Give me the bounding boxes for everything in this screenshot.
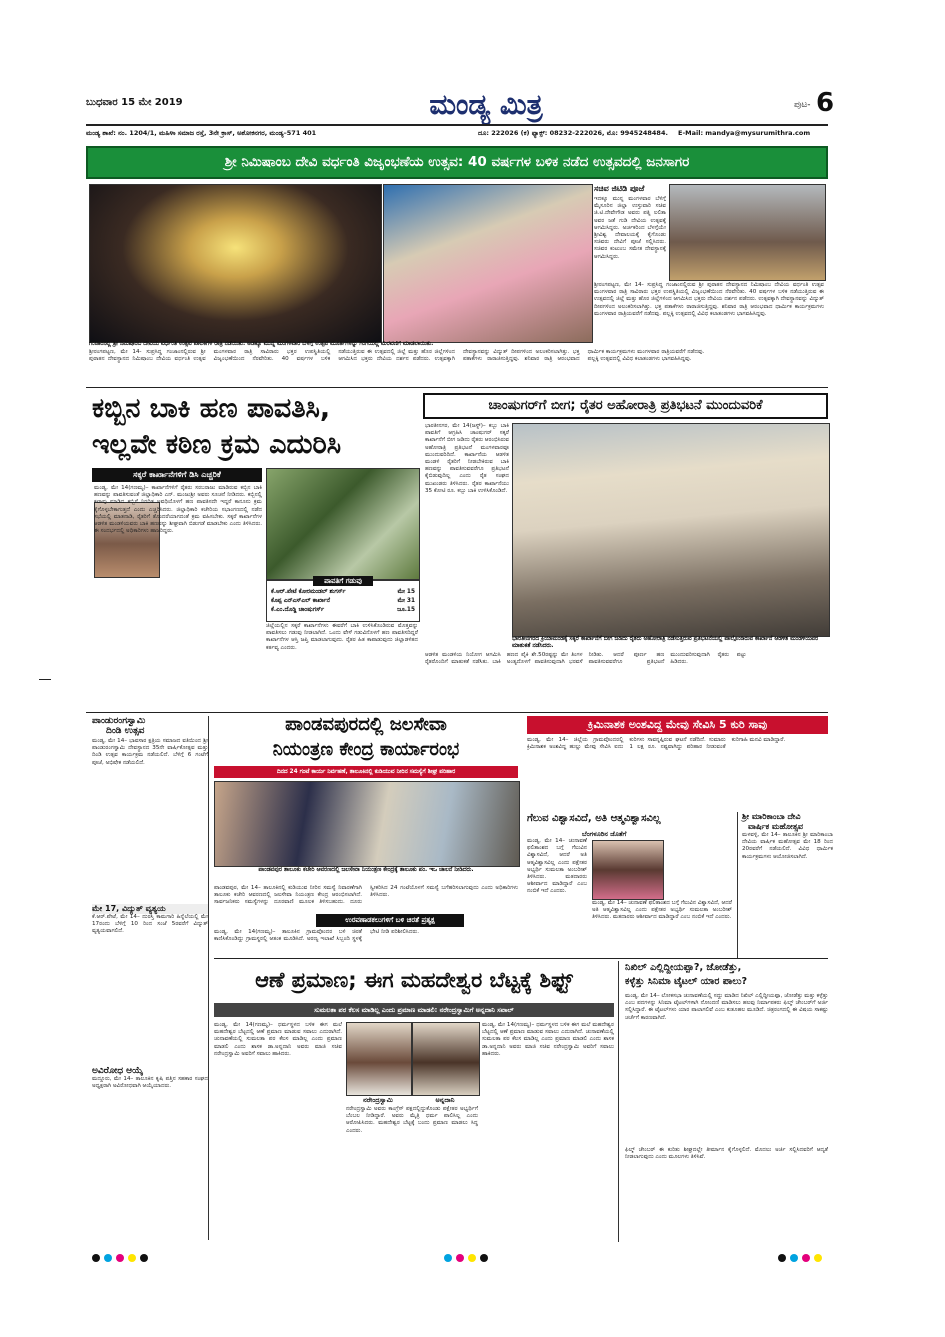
annadani-photo [412,1022,480,1096]
deadline-row-name: ಕೆ.ಆರ್.ಪೇಟೆ ಕೋರಮಂಡಲ್ ಶುಗರ್ಸ್ [271,589,346,595]
masthead-rule [86,124,828,126]
banner-headline-text: ಶ್ರೀ ನಿಮಿಷಾಂಬ ದೇವಿ ವರ್ಧಂತಿ ವಿಜೃಂಭಣೆಯ ಉತ್ಸವ: 40 ವರ್ಷಗಳ ಬಳಿಕ ನಡೆದ ಉತ್ಸವದಲ್ಲಿ ಜನಸಾಗರ [224,154,690,170]
page-number: 6 [816,88,835,118]
narendraswamy-photo [346,1022,412,1096]
pandavapura-headline-2: ನಿಯಂತ್ರಣ ಕೇಂದ್ರ ಕಾರ್ಯಾರಂಭ [272,739,460,760]
banner-sidebar [594,184,826,341]
story1-body-2: ಜಿಲ್ಲೆಯಲ್ಲಿನ ಸಕ್ಕರೆ ಕಾರ್ಖಾನೆಗಳು ಈವರೆಗೆ ಬಾಕಿ ಉಳಿಸಿಕೊಂಡಿರುವ ಮೊತ್ತವನ್ನು ಪಾವತಿಸಲು ಗಡುವು ನೀಡಲಾಗಿದೆ. ಒಂದು ವೇಳೆ ಗಡುವಿನೊಳಗೆ ಹಣ ಪಾವತಿಸದಿದ್ದರೆ ಕಾರ್ಖಾನೆಗಳ ಆಸ್ತಿ ಜಪ್ತಿ ಮಾಡಲಾಗುವುದು. ರೈತರ ಹಿತ ಕಾಪಾಡುವುದು ಜಿಲ್ಲಾಡಳಿತದ ಕರ್ತವ್ಯ ಎಂದರು. [266,623,418,651]
confidence-headline: ಗೆಲುವ ವಿಶ್ವಾಸವಿದೆ, ಅತಿ ಆತ್ಮವಿಶ್ವಾಸವಿಲ್ಲ [527,813,661,824]
story1-headline-2: ಇಲ್ಲವೇ ಕಠಿಣ ಕ್ರಮ ಎದುರಿಸಿ [92,429,342,460]
marikamba-body: ಮಳವಳ್ಳಿ, ಮೇ 14– ತಾಲೂಕಿನ ಶ್ರೀ ಮಾರಿಕಾಂಬಾ ದೇವಿಯ ವಾರ್ಷಿಕ ಮಹೋತ್ಸವ ಮೇ 18 ರಿಂದ 20ರವರೆಗೆ ನಡೆಯಲಿದೆ. ವಿವಿಧ ಧಾರ್ಮಿಕ ಕಾರ್ಯಕ್ರಮಗಳು ಆಯೋಜಿಸಲಾಗಿದೆ. [742,832,833,860]
pandavapura-subhead: ದಿನದ 24 ಗಂಟೆ ಕಾರ್ಯ ನಿರ್ವಹಣೆ, ತಾಲೂಕಿನಲ್ಲಿ ಕುಡಿಯುವ ನೀರಿನ ಸಮಸ್ಯೆಗೆ ಶೀಘ್ರ ಪರಿಹಾರ [214,766,518,778]
nikhil-box [618,961,828,1242]
pandavapura-body: ಪಾಂಡವಪುರ, ಮೇ 14– ತಾಲೂಕಿನಲ್ಲಿ ಕುಡಿಯುವ ನೀರಿನ ಸಮಸ್ಯೆ ನಿವಾರಣೆಗಾಗಿ ತಾಲೂಕು ಕಚೇರಿ ಆವರಣದಲ್ಲಿ ಜಲಸೇವಾ ನಿಯಂತ್ರಣ ಕೇಂದ್ರ ಆರಂಭಿಸಲಾಗಿದೆ. ಸಾರ್ವಜನಿಕರು ಸಮಸ್ಯೆಗಳನ್ನು ದೂರವಾಣಿ ಮೂಲಕ ತಿಳಿಸಬಹುದು. ದೂರು ಸ್ವೀಕರಿಸಿದ 24 ಗಂಟೆಯೊಳಗೆ ಸಮಸ್ಯೆ ಬಗೆಹರಿಸಲಾಗುವುದು ಎಂದು ಅಧಿಕಾರಿಗಳು ತಿಳಿಸಿದರು. [214,885,518,906]
story1-subhead: ಸಕ್ಕರೆ ಕಾರ್ಖಾನೆಗಳಿಗೆ ಡಿಸಿ ಎಚ್ಚರಿಕೆ [92,468,262,482]
nikhil-headline-1: ನಿಖಿಲ್ ಎಲ್ಲಿದ್ದೀಯಪ್ಪಾ?, ಜೋಡೆತ್ತು, [625,962,742,973]
deadline-row-date: ಜೂ.15 [397,607,415,613]
deadline-row [267,597,419,606]
banner-photo-chariot [89,184,382,343]
confidence-body-2: ಮಂಡ್ಯ, ಮೇ 14– ಚುನಾವಣೆ ಫಲಿತಾಂಶದ ಬಗ್ಗೆ ಗೆಲುವಿನ ವಿಶ್ವಾಸವಿದೆ, ಆದರೆ ಅತಿ ಆತ್ಮವಿಶ್ವಾಸವಿಲ್ಲ ಎಂದು ಪಕ್ಷೇತರ ಅಭ್ಯರ್ಥಿ ಸುಮಲತಾ ಅಂಬರೀಶ್ ತಿಳಿಸಿದರು. ಮತದಾರರು ಆಶೀರ್ವಾದ ಮಾಡಿದ್ದಾರೆ ಎಂಬ ನಂಬಿಕೆ ಇದೆ ಎಂದರು. [592,900,732,921]
oath-headline: ಆಣೆ ಪ್ರಮಾಣ; ಈಗ ಮಹದೇಶ್ವರ ಬೆಟ್ಟಕ್ಕೆ ಶಿಫ್ಟ್ [255,968,573,992]
section-divider-3 [214,958,828,959]
registration-marks-right [778,1247,826,1266]
confidence-quote-label: ಬೆಂಗಳೂರಿನ ಜೊತೆಗೆ [582,830,627,838]
caption-narendraswamy: ನರೇಂದ್ರಸ್ವಾಮಿ [363,1096,393,1104]
marikamba-title-2: ವಾರ್ಷಿಕ ಮಹೋತ್ಸವ [748,822,803,831]
registration-marks-center [444,1247,492,1266]
story2-body: ಭಾರತೀನಗರ, ಮೇ 14(ಜಸ್ಟ್)– ಕಬ್ಬು ಬಾಕಿ ಪಾವತಿಗೆ ಆಗ್ರಹಿಸಿ ಚಾಂಷುಗರ್ ಸಕ್ಕರೆ ಕಾರ್ಖಾನೆಗೆ ಬೀಗ ಜಡಿದು ರೈತರು ಆರಂಭಿಸಿರುವ ಅಹೋರಾತ್ರಿ ಪ್ರತಿಭಟನೆ ಮಂಗಳವಾರವೂ ಮುಂದುವರಿದಿದೆ. ಕಾರ್ಖಾನೆಯ ಆಡಳಿತ ಮಂಡಳಿ ರೈತರಿಗೆ ನೀಡಬೇಕಿರುವ ಬಾಕಿ ಹಣವನ್ನು ಪಾವತಿಸುವವರೆಗೂ ಪ್ರತಿಭಟನೆ ಕೈಬಿಡುವುದಿಲ್ಲ ಎಂದು ರೈತ ಸಂಘದ ಮುಖಂಡರು ತಿಳಿಸಿದರು. ರೈತರ ಕಾರ್ಖಾನೆಯು 35 ಕೋಟಿ ರೂ. ಕಬ್ಬು ಬಾಕಿ ಉಳಿಸಿಕೊಂಡಿದೆ. [425,423,509,494]
pandurangaswamy-body: ಮಂಡ್ಯ, ಮೇ 14– ಭಾವಸಾರ ಕ್ಷತ್ರಿಯ ಸಮಾಜದ ವತಿಯಿಂದ ಶ್ರೀ ಪಾಂಡುರಂಗಸ್ವಾಮಿ ದೇವಸ್ಥಾನದ 35ನೇ ವಾರ್ಷಿಕೋತ್ಸವ ಮತ್ತು ದಿಂಡಿ ಉತ್ಸವ ಕಾರ್ಯಕ್ರಮ ನಡೆಯಲಿದೆ. ಬೆಳಿಗ್ಗೆ 6 ಗಂಟೆಗೆ ಪೂಜೆ, ಅಭಿಷೇಕ ನಡೆಯಲಿದೆ. [92,738,208,766]
oath-subhead: ಸುಮಲತಾ ಪರ ಕೆಲಸ ಮಾಡಿಲ್ಲ ಎಂದು ಪ್ರಮಾಣ ಮಾಡಲಿ: ನರೇಂದ್ರಸ್ವಾಮಿಗೆ ಅನ್ನದಾನಿ ಸವಾಲ್ [214,1003,614,1017]
deadline-row [267,606,419,615]
pandavapura-photo [214,781,520,867]
deadline-box [266,577,420,622]
banner-body: ಶ್ರೀರಂಗಪಟ್ಟಣ, ಮೇ 14- ಸುಪ್ರಸಿದ್ಧ ಗಂಜಾಂನಲ್ಲಿರುವ ಶ್ರೀ ಪುರಾತನ ದೇವಸ್ಥಾನದ ನಿಮಿಷಾಂಬ ದೇವಿಯ ವರ್ಧಂತಿ ಉತ್ಸವ ಮಂಗಳವಾರ ರಾತ್ರಿ ಸಾವಿರಾರು ಭಕ್ತರ ಉಪಸ್ಥಿತಿಯಲ್ಲಿ ವಿಜೃಂಭಣೆಯಿಂದ ನೆರವೇರಿತು. 40 ವರ್ಷಗಳ ಬಳಿಕ ನಡೆಯುತ್ತಿರುವ ಈ ಉತ್ಸವದಲ್ಲಿ ಜಿಲ್ಲೆ ಮತ್ತು ಹೊರ ಜಿಲ್ಲೆಗಳಿಂದ ಆಗಮಿಸಿದ ಭಕ್ತರು ದೇವಿಯ ದರ್ಶನ ಪಡೆದರು. ಉತ್ಸವಕ್ಕಾಗಿ ದೇವಸ್ಥಾನವನ್ನು ವಿದ್ಯುತ್ ದೀಪಗಳಿಂದ ಅಲಂಕರಿಸಲಾಗಿತ್ತು. ಭಕ್ತ ಪತಾಕೆಗಳು ರಾರಾಜಿಸುತ್ತಿದ್ದವು. ಶನಿವಾರ ರಾತ್ರಿ ಆರಂಭವಾದ ಧಾರ್ಮಿಕ ಕಾರ್ಯಕ್ರಮಗಳು ಮಂಗಳವಾರ ರಾತ್ರಿಯವರೆಗೆ ನಡೆದವು. ಪಲ್ಲಕ್ಕಿ ಉತ್ಸವದಲ್ಲಿ ವಿವಿಧ ಕಲಾತಂಡಗಳು ಭಾಗವಹಿಸಿದ್ದವು. [89,349,705,363]
story2-caption: ಭಾರತೀನಗರದ ಕ್ರಿಯಾಮಂಡಕ್ಕೆ ಸಕ್ಕರೆ ಕಾರ್ಖಾನೆಗೆ ಬೀಗ ಜಡಿದು ರೈತರು ಅಹೋರಾತ್ರಿ ನಡೆಸುತ್ತಿರುವ ಪ್ರತಿಭಟನೆಯಲ್ಲಿ ಪಾಲ್ಗೊಂಡಿರುವ ಕಾರ್ಖಾನೆ ಆಡಳಿತ ಮಂಡಳಿಯವರ ಮಾತುಕತೆ ನಡೆಸಿದರು. [512,636,819,649]
masthead-email: E-Mail: mandya@mysurumithra.com [678,129,811,137]
pandavapura-caption: ಪಾಂಡವಪುರ ತಾಲೂಕು ಕಚೇರಿ ಆವರಣದಲ್ಲಿ ಜಲಸೇವಾ ನಿಯಂತ್ರಣ ಕೇಂದ್ರಕ್ಕೆ ತಾಲೂಕು ಪಂ. ಇಒ ಚಾಲನೆ ನೀಡಿದರು. [258,867,474,873]
masthead-address: ಮಂಡ್ಯ ಶಾಖೆ: ನಂ. 1204/1, ಮಹಿಳಾ ಸಮಾಜ ರಸ್ತೆ, 3ನೇ ಕ್ರಾಸ್, ಅಶೋಕನಗರ, ಮಂಡ್ಯ–571 401 [86,129,317,137]
unopposed-title: ಅವಿರೋಧ ಆಯ್ಕೆ [92,1066,143,1076]
section-divider-1 [86,387,828,388]
pandurangaswamy-title-1: ಪಾಂಡುರಂಗಸ್ವಾಮಿ [92,716,146,726]
marikamba-title-1: ಶ್ರೀ ಮಾರಿಕಾಂಬಾ ದೇವಿ [742,812,801,821]
power-cut-body: ಕೆ.ಆರ್.ಪೇಟೆ, ಮೇ 14– ದುರಸ್ತಿ ಕಾಮಗಾರಿ ಹಿನ್ನೆಲೆಯಲ್ಲಿ ಮೇ 17ರಂದು ಬೆಳಿಗ್ಗೆ 10 ರಿಂದ ಸಂಜೆ 5ರವರೆಗೆ ವಿದ್ಯುತ್ ವ್ಯತ್ಯಯವಾಗಲಿದೆ. [92,914,208,935]
story1-headline-1: ಕಬ್ಬಿನ ಬಾಕಿ ಹಣ ಪಾವತಿಸಿ, [92,393,331,424]
deadline-row-date: ಮೇ 15 [397,589,415,595]
deadline-rows [267,588,419,615]
deadline-row-date: ಮೇ 31 [397,598,415,604]
pandurangaswamy-title-2: ದಿಂಡಿ ಉತ್ಸವ [106,726,145,736]
sidebar-body: ಇದಕ್ಕೂ ಮುನ್ನ ಮಂಗಳವಾರ ಬೆಳಿಗ್ಗೆ ಮೈಸೂರಿನ ಜಿಲ್ಲಾ ಉಸ್ತುವಾರಿ ಸಚಿವ ಜಿ.ಟಿ.ದೇವೇಗೌಡ ಅವರು ಪತ್ನಿ ಲಲಿತಾ ಅವರ ಜತೆ ಗುಡಿ ದೇವಿಯ ಉತ್ಸವಕ್ಕೆ ಆಗಮಿಸಿದ್ದರು. ಅರ್ಚಕರಿಂದ ಬೆಳಗ್ಗೆಯೇ ಶ್ರೀವಿಶ್ವ ದೇವಾಲಯಕ್ಕೆ ಕೈಗೊಂಡು ಸಚಿವರು ದೇವಿಗೆ ಪೂಜೆ ಸಲ್ಲಿಸಿದರು. ಸಚಿವರ ಕುಟುಂಬ ಸಮೇತ ದೇವಸ್ಥಾನಕ್ಕೆ ಆಗಮಿಸಿದ್ದರು. [594,196,666,260]
oath-body-2: ನರೇಂದ್ರಸ್ವಾಮಿ ಅವರು ಕಾಂಗ್ರೆಸ್ ಪಕ್ಷದಲ್ಲಿದ್ದುಕೊಂಡು ಪಕ್ಷೇತರ ಅಭ್ಯರ್ಥಿಗೆ ಬೆಂಬಲ ನೀಡಿದ್ದಾರೆ. ಅವರು ಮೈತ್ರಿ ಧರ್ಮ ಪಾಲಿಸಿಲ್ಲ ಎಂದು ಆರೋಪಿಸಿದರು. ಮಹದೇಶ್ವರ ಬೆಟ್ಟಕ್ಕೆ ಬಂದು ಪ್ರಮಾಣ ಮಾಡಲು ಸಿದ್ಧ ಎಂದರು. [346,1106,478,1134]
leopard-subhead: ಉರವಣಾಡಕಲುಗಳಿಗೆ ಬಳಿ ಚಿರತೆ ಪ್ರತ್ಯಕ್ಷ [316,914,464,927]
sidebar-title: ಸಚಿವ ಜಿಟಿಡಿ ಪೂಜೆ [594,184,645,193]
story2-headline [423,393,828,419]
nikhil-headline-2: ಕಳ್ಳೆತ್ತು ಸಿನಿಮಾ ಟೈಟಲ್ ಯಾರ ಪಾಲು? [625,976,748,987]
pandurangaswamy-box [92,716,209,1240]
deadline-row-name: ಕೊಪ್ಪ ಎನ್‌ಎಸ್‌ಎಲ್ ಕಾರ್ಖಾನೆ [271,598,330,604]
sidebar-photo [669,184,826,281]
sugarcane-photo [266,468,420,580]
oath-body-3: ಮಂಡ್ಯ, ಮೇ 14(ಗಣಮ್ಯ)– ಧರ್ಮಸ್ಥಳದ ಬಳಿಕ ಈಗ ಮಲೆ ಮಹದೇಶ್ವರ ಬೆಟ್ಟದಲ್ಲಿ ಆಣೆ ಪ್ರಮಾಣ ಮಾಡುವ ಸವಾಲು ಎದುರಾಗಿದೆ. ಚುನಾವಣೆಯಲ್ಲಿ ಸುಮಲತಾ ಪರ ಕೆಲಸ ಮಾಡಿಲ್ಲ ಎಂದು ಪ್ರಮಾಣ ಮಾಡಲಿ ಎಂದು ಶಾಸಕ ಡಾ.ಅನ್ನದಾನಿ ಅವರು ಮಾಜಿ ಸಚಿವ ನರೇಂದ್ರಸ್ವಾಮಿ ಅವರಿಗೆ ಸವಾಲು ಹಾಕಿದರು. [482,1022,614,1057]
deadline-row-name: ಕೆ.ಎಂ.ದೊಡ್ಡಿ ಚಾಂಷುಗರ್ಸ್ [271,607,324,613]
nikhil-body: ಮಂಡ್ಯ, ಮೇ 14– ಲೋಕಸಭಾ ಚುನಾವಣೆಯಲ್ಲಿ ಸದ್ದು ಮಾಡಿದ ನಿಖಿಲ್ ಎಲ್ಲಿದ್ದೀಯಪ್ಪಾ, ಜೋಡೆತ್ತು ಮತ್ತು ಕಳ್ಳೆತ್ತು ಎಂಬ ಪದಗಳನ್ನು ಸಿನಿಮಾ ಟೈಟಲ್‌ಗಳಾಗಿ ನೋಂದಣಿ ಮಾಡಿಸಲು ಹಲವು ನಿರ್ಮಾಪಕರು ಫಿಲ್ಮ್ ಚೇಂಬರ್‌ಗೆ ಅರ್ಜಿ ಸಲ್ಲಿಸಿದ್ದಾರೆ. ಈ ಟೈಟಲ್‌ಗಳು ಯಾರ ಪಾಲಾಗಲಿವೆ ಎಂಬ ಕುತೂಹಲ ಮೂಡಿದೆ. ಚಿತ್ರರಂಗದಲ್ಲಿ ಈ ವಿಷಯ ಸಾಕಷ್ಟು ಚರ್ಚೆಗೆ ಕಾರಣವಾಗಿದೆ. [625,993,828,1021]
unopposed-body: ಮದ್ದೂರು, ಮೇ 14– ತಾಲೂಕಿನ ಕೃಷಿ ಪತ್ತಿನ ಸಹಕಾರ ಸಂಘದ ಅಧ್ಯಕ್ಷರಾಗಿ ಅವಿರೋಧವಾಗಿ ಆಯ್ಕೆಯಾದರು. [92,1076,208,1090]
sumalatha-portrait [592,840,664,900]
nikhil-body-2: ಫಿಲ್ಮ್ ಚೇಂಬರ್ ಈ ಕುರಿತು ಶೀಘ್ರದಲ್ಲೇ ತೀರ್ಮಾನ ಕೈಗೊಳ್ಳಲಿದೆ. ಮೊದಲು ಅರ್ಜಿ ಸಲ್ಲಿಸಿದವರಿಗೆ ಆದ್ಯತೆ ನೀಡಲಾಗುವುದು ಎಂದು ಮೂಲಗಳು ತಿಳಿಸಿವೆ. [625,1147,828,1161]
registration-marks-left [92,1247,152,1266]
page-label: ಪುಟ- [794,100,811,110]
confidence-body: ಮಂಡ್ಯ, ಮೇ 14– ಚುನಾವಣೆ ಫಲಿತಾಂಶದ ಬಗ್ಗೆ ಗೆಲುವಿನ ವಿಶ್ವಾಸವಿದೆ, ಆದರೆ ಅತಿ ಆತ್ಮವಿಶ್ವಾಸವಿಲ್ಲ ಎಂದು ಪಕ್ಷೇತರ ಅಭ್ಯರ್ಥಿ ಸುಮಲತಾ ಅಂಬರೀಶ್ ತಿಳಿಸಿದರು. ಮತದಾರರು ಆಶೀರ್ವಾದ ಮಾಡಿದ್ದಾರೆ ಎಂಬ ನಂಬಿಕೆ ಇದೆ ಎಂದರು. [527,838,587,895]
story2-headline-text: ಚಾಂಷುಗರ್‌ಗೆ ಬೀಗ; ರೈತರ ಅಹೋರಾತ್ರಿ ಪ್ರತಿಭಟನೆ ಮುಂದುವರಿಕೆ [488,398,763,413]
marikamba-box [737,812,833,958]
pandavapura-headline-1: ಪಾಂಡವಪುರದಲ್ಲಿ ಜಲಸೇವಾ [285,714,447,735]
issue-date: ಬುಧವಾರ 15 ಮೇ 2019 [86,97,183,108]
banner-photo-procession [383,184,593,343]
oath-body: ಮಂಡ್ಯ, ಮೇ 14(ಗಣಮ್ಯ)– ಧರ್ಮಸ್ಥಳದ ಬಳಿಕ ಈಗ ಮಲೆ ಮಹದೇಶ್ವರ ಬೆಟ್ಟದಲ್ಲಿ ಆಣೆ ಪ್ರಮಾಣ ಮಾಡುವ ಸವಾಲು ಎದುರಾಗಿದೆ. ಚುನಾವಣೆಯಲ್ಲಿ ಸುಮಲತಾ ಪರ ಕೆಲಸ ಮಾಡಿಲ್ಲ ಎಂದು ಪ್ರಮಾಣ ಮಾಡಲಿ ಎಂದು ಶಾಸಕ ಡಾ.ಅನ್ನದಾನಿ ಅವರು ಮಾಜಿ ಸಚಿವ ನರೇಂದ್ರಸ್ವಾಮಿ ಅವರಿಗೆ ಸವಾಲು ಹಾಕಿದರು. [214,1022,342,1057]
deaths-headline: ಕ್ರಿಮಿನಾಶಕ ಅಂಶವಿದ್ದ ಮೇವು ಸೇವಿಸಿ 5 ಕುರಿ ಸಾವು [527,716,828,734]
sidebar-body-lower: ಶ್ರೀರಂಗಪಟ್ಟಣ, ಮೇ 14- ಸುಪ್ರಸಿದ್ಧ ಗಂಜಾಂನಲ್ಲಿರುವ ಶ್ರೀ ಪುರಾತನ ದೇವಸ್ಥಾನದ ನಿಮಿಷಾಂಬ ದೇವಿಯ ವರ್ಧಂತಿ ಉತ್ಸವ ಮಂಗಳವಾರ ರಾತ್ರಿ ಸಾವಿರಾರು ಭಕ್ತರ ಉಪಸ್ಥಿತಿಯಲ್ಲಿ ವಿಜೃಂಭಣೆಯಿಂದ ನೆರವೇರಿತು. 40 ವರ್ಷಗಳ ಬಳಿಕ ನಡೆಯುತ್ತಿರುವ ಈ ಉತ್ಸವದಲ್ಲಿ ಜಿಲ್ಲೆ ಮತ್ತು ಹೊರ ಜಿಲ್ಲೆಗಳಿಂದ ಆಗಮಿಸಿದ ಭಕ್ತರು ದೇವಿಯ ದರ್ಶನ ಪಡೆದರು. ಉತ್ಸವಕ್ಕಾಗಿ ದೇವಸ್ಥಾನವನ್ನು ವಿದ್ಯುತ್ ದೀಪಗಳಿಂದ ಅಲಂಕರಿಸಲಾಗಿತ್ತು. ಭಕ್ತ ಪತಾಕೆಗಳು ರಾರಾಜಿಸುತ್ತಿದ್ದವು. ಶನಿವಾರ ರಾತ್ರಿ ಆರಂಭವಾದ ಧಾರ್ಮಿಕ ಕಾರ್ಯಕ್ರಮಗಳು ಮಂಗಳವಾರ ರಾತ್ರಿಯವರೆಗೆ ನಡೆದವು. ಪಲ್ಲಕ್ಕಿ ಉತ್ಸವದಲ್ಲಿ ವಿವಿಧ ಕಲಾತಂಡಗಳು ಭಾಗವಹಿಸಿದ್ದವು. [594,282,824,317]
masthead-title: ಮಂಡ್ಯ ಮಿತ್ರ [429,88,543,121]
masthead-phone: ದೂ: 222026 (ಕ) ಫ್ಯಾಕ್ಸ್: 08232-222026, ಮೊ: 9945248484. [478,129,668,137]
deadline-row [267,588,419,597]
masthead [86,88,876,148]
story1-body: ಮಂಡ್ಯ, ಮೇ 14(ಗಣಮ್ಯ)– ಕಾರ್ಖಾನೆಗಳಿಗೆ ರೈತರು ಸರಬರಾಜು ಮಾಡಿರುವ ಕಬ್ಬಿನ ಬಾಕಿ ಹಣವನ್ನು ಪಾವತಿಸುವಂತೆ ಜಿಲ್ಲಾಧಿಕಾರಿ ಎನ್. ಮಂಜುಶ್ರೀ ಅವರು ಸೂಚನೆ ನೀಡಿದರು. ಕಬ್ಬಿನಲ್ಲಿ ಕಟಾವು ಮಾಡಿದ ಕಬ್ಬಿಗೆ ನಿಗದಿತ ಅವಧಿಯೊಳಗೆ ಹಣ ಪಾವತಿಸದೇ ಇದ್ದರೆ ಕಾನೂನು ಕ್ರಮ ಕೈಗೊಳ್ಳಬೇಕಾಗುತ್ತದೆ ಎಂದು ಎಚ್ಚರಿಸಿದರು. ಜಿಲ್ಲಾಧಿಕಾರಿ ಕಚೇರಿಯ ಸಭಾಂಗಣದಲ್ಲಿ ನಡೆದ ಸಭೆಯಲ್ಲಿ ಮಾತನಾಡಿ, ರೈತರಿಗೆ ತೊಂದರೆಯಾಗದಂತೆ ಕ್ರಮ ವಹಿಸಬೇಕು. ಸಕ್ಕರೆ ಕಾರ್ಖಾನೆಗಳ ಆಡಳಿತ ಮಂಡಳಿಯವರು ಬಾಕಿ ಹಣವನ್ನು ಶೀಘ್ರವಾಗಿ ಬಿಡುಗಡೆ ಮಾಡಬೇಕು ಎಂದು ತಿಳಿಸಿದರು. ಈ ಸಂದರ್ಭದಲ್ಲಿ ಅಧಿಕಾರಿಗಳು ಹಾಜರಿದ್ದರು. [94,485,262,535]
banner-caption: ಗಂಜಾಂನಲ್ಲಿ ಶ್ರೀ ನಿಮಿಷಾಂಬ ದೇವಿಯ ವರ್ಧಂತಿ ಉತ್ಸವ ಪಾಲಕಿಗಳ ರಾತ್ರಿ ನಡೆಯಿತು. ಅಡಕ್ಕೂ ಮುನ್ನ ಮಂಗಳವಾರ ಬೆಳಿಗ್ಗೆ ಉತ್ಸವ ಮೂರ್ತಿಗಳನ್ನು ಗಂಗೆಯಲ್ಲಿ ಮೆರವಣಿಗೆ ಮಾಡಲಾಯಿತು. [89,341,434,347]
caption-annadani: ಅನ್ನದಾನಿ [435,1096,455,1104]
banner-headline [86,146,828,179]
protest-photo [512,423,830,637]
story2-body-2: ಆಡಳಿತ ಮಂಡಳಿಯ ನಿಯೋಗ ಆಗಮಿಸಿ ರೈತರೊಂದಿಗೆ ಮಾತುಕತೆ ನಡೆಸಿತು. ಬಾಕಿ ಹಣದ ಪೈಕಿ ಶೇ.50ರಷ್ಟನ್ನು ಮೇ ತಿಂಗಳ ಅಂತ್ಯದೊಳಗೆ ಪಾವತಿಸುವುದಾಗಿ ಭರವಸೆ ನೀಡಿತು. ಆದರೆ ಪೂರ್ಣ ಹಣ ಪಾವತಿಸುವವರೆಗೂ ಪ್ರತಿಭಟನೆ ಮುಂದುವರಿಸುವುದಾಗಿ ರೈತರು ಪಟ್ಟು ಹಿಡಿದರು. [425,652,747,666]
leopard-body: ಮಂಡ್ಯ, ಮೇ 14(ಗಣಮ್ಯ)– ತಾಲೂಕಿನ ಗ್ರಾಮವೊಂದರ ಬಳಿ ಚಿರತೆ ಕಾಣಿಸಿಕೊಂಡಿದ್ದು ಗ್ರಾಮಸ್ಥರಲ್ಲಿ ಆತಂಕ ಮೂಡಿಸಿದೆ. ಅರಣ್ಯ ಇಲಾಖೆ ಸಿಬ್ಬಂದಿ ಸ್ಥಳಕ್ಕೆ ಭೇಟಿ ನೀಡಿ ಪರಿಶೀಲಿಸಿದರು. [214,929,419,943]
power-cut-title: ಮೇ 17, ವಿದ್ಯುತ್ ವ್ಯತ್ಯಯ [92,904,208,914]
deaths-body: ಮಂಡ್ಯ, ಮೇ 14– ಜಿಲ್ಲೆಯ ಗ್ರಾಮವೊಂದರಲ್ಲಿ ಕ್ರಿಮಿನಾಶಕ ಅಂಶವಿದ್ದ ಹುಲ್ಲು ಮೇವು ಸೇವಿಸಿ ಐದು ಕುರಿಗಳು ಸಾವನ್ನಪ್ಪಿರುವ ಘಟನೆ ನಡೆದಿದೆ. ಸುಮಾರು 1 ಲಕ್ಷ ರೂ. ನಷ್ಟವಾಗಿದ್ದು ಪರಿಹಾರ ನೀಡುವಂತೆ ಕುರಿಗಾಹಿ ಮನವಿ ಮಾಡಿದ್ದಾರೆ. [527,737,786,751]
deadline-box-title: ಪಾವತಿಗೆ ಗಡುವು [313,576,373,586]
margin-mark [39,679,51,680]
